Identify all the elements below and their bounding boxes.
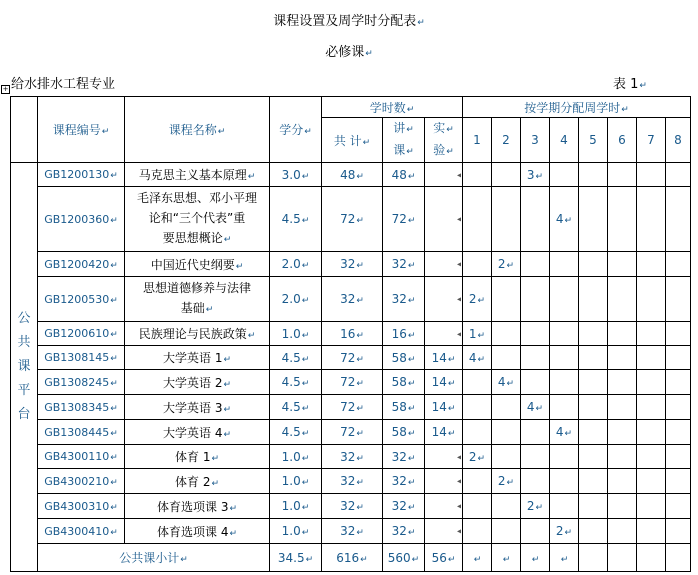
header-hours-total: 共 计↵ xyxy=(322,118,383,163)
semester-cell: 2↵ xyxy=(550,519,579,544)
course-lecture: 32↵ xyxy=(383,445,425,469)
header-blank xyxy=(11,97,38,163)
semester-cell xyxy=(579,395,608,420)
semester-cell xyxy=(666,370,691,395)
table-row xyxy=(11,187,691,252)
course-credits: 1.0↵ xyxy=(270,445,322,469)
course-lab: 14↵ xyxy=(425,420,463,445)
semester-cell xyxy=(521,277,550,322)
course-credits: 4.5↵ xyxy=(270,187,322,252)
semester-cell xyxy=(463,494,492,519)
section-char: 公 xyxy=(17,311,31,326)
course-lecture: 32↵ xyxy=(383,277,425,322)
semester-cell xyxy=(579,163,608,187)
course-code: GB4300410↵ xyxy=(38,519,125,544)
course-credits: 4.5↵ xyxy=(270,420,322,445)
header-course-name: 课程名称↵ xyxy=(125,97,270,163)
subtotal-row xyxy=(11,544,691,572)
semester-cell xyxy=(492,494,521,519)
course-lab: ◂ xyxy=(425,163,463,187)
course-total: 72↵ xyxy=(322,395,383,420)
course-lab: ◂ xyxy=(425,252,463,277)
semester-cell xyxy=(608,252,637,277)
semester-cell xyxy=(579,322,608,346)
semester-cell xyxy=(463,420,492,445)
header-semester-1: 1 xyxy=(463,118,492,163)
semester-cell xyxy=(579,469,608,494)
semester-cell xyxy=(550,163,579,187)
semester-cell: 4↵ xyxy=(492,370,521,395)
semester-cell xyxy=(666,544,691,572)
header-hours-lecture: 讲↵ 课↵ xyxy=(383,118,425,163)
course-table xyxy=(10,96,691,572)
semester-cell xyxy=(463,519,492,544)
course-name: 中国近代史纲要↵ xyxy=(125,252,270,277)
subtotal-lab: 56↵ xyxy=(425,544,463,572)
header-course-code: 课程编号↵ xyxy=(38,97,125,163)
course-credits: 1.0↵ xyxy=(270,469,322,494)
course-code: GB1308145↵ xyxy=(38,346,125,370)
section-char: 平 xyxy=(17,383,31,398)
semester-cell xyxy=(463,370,492,395)
semester-cell xyxy=(463,252,492,277)
table-row xyxy=(11,519,691,544)
semester-cell xyxy=(637,277,666,322)
course-lab: ◂ xyxy=(425,519,463,544)
course-name: 大学英语 1↵ xyxy=(125,346,270,370)
semester-cell: ↵ xyxy=(521,544,550,572)
semester-cell xyxy=(521,346,550,370)
semester-cell xyxy=(521,370,550,395)
table-row xyxy=(11,322,691,346)
course-code: GB4300110↵ xyxy=(38,445,125,469)
semester-cell xyxy=(492,346,521,370)
course-name: 毛泽东思想、邓小平理 论和“三个代表”重 要思想概论↵ xyxy=(125,187,270,252)
course-code: GB4300210↵ xyxy=(38,469,125,494)
semester-cell xyxy=(637,346,666,370)
course-credits: 1.0↵ xyxy=(270,519,322,544)
course-lecture: 32↵ xyxy=(383,519,425,544)
course-code: GB4300310↵ xyxy=(38,494,125,519)
semester-cell xyxy=(521,187,550,252)
semester-cell xyxy=(637,544,666,572)
course-name: 大学英语 3↵ xyxy=(125,395,270,420)
semester-cell xyxy=(579,370,608,395)
subtotal-total: 616↵ xyxy=(322,544,383,572)
course-lecture: 58↵ xyxy=(383,395,425,420)
course-code: GB1200360↵ xyxy=(38,187,125,252)
semester-cell xyxy=(579,445,608,469)
course-lecture: 58↵ xyxy=(383,420,425,445)
course-total: 72↵ xyxy=(322,187,383,252)
course-credits: 1.0↵ xyxy=(270,322,322,346)
semester-cell xyxy=(608,346,637,370)
course-total: 48↵ xyxy=(322,163,383,187)
semester-cell xyxy=(666,494,691,519)
header-semester-2: 2 xyxy=(492,118,521,163)
semester-cell: ↵ xyxy=(463,544,492,572)
semester-cell xyxy=(492,187,521,252)
semester-cell xyxy=(608,494,637,519)
semester-cell xyxy=(608,420,637,445)
course-code: GB1200420↵ xyxy=(38,252,125,277)
course-total: 32↵ xyxy=(322,519,383,544)
course-code: GB1308245↵ xyxy=(38,370,125,395)
semester-cell xyxy=(521,445,550,469)
semester-cell xyxy=(579,187,608,252)
course-lab: 14↵ xyxy=(425,346,463,370)
course-total: 32↵ xyxy=(322,445,383,469)
semester-cell xyxy=(463,163,492,187)
semester-cell: ↵ xyxy=(492,544,521,572)
course-total: 72↵ xyxy=(322,370,383,395)
course-total: 72↵ xyxy=(322,346,383,370)
course-lecture: 32↵ xyxy=(383,469,425,494)
semester-cell xyxy=(608,187,637,252)
semester-cell: 2↵ xyxy=(463,277,492,322)
semester-cell xyxy=(579,494,608,519)
semester-cell xyxy=(637,519,666,544)
semester-cell xyxy=(666,163,691,187)
semester-cell: 2↵ xyxy=(463,445,492,469)
semester-cell xyxy=(579,277,608,322)
semester-cell xyxy=(637,187,666,252)
course-lab: ◂ xyxy=(425,322,463,346)
semester-cell xyxy=(666,322,691,346)
table-row xyxy=(11,163,691,187)
semester-cell xyxy=(637,445,666,469)
course-credits: 4.5↵ xyxy=(270,370,322,395)
subtotal-label: 公共课小计↵ xyxy=(38,544,270,572)
course-lecture: 72↵ xyxy=(383,187,425,252)
header-hours: 学时数↵ xyxy=(322,97,463,118)
course-name: 民族理论与民族政策↵ xyxy=(125,322,270,346)
semester-cell xyxy=(492,395,521,420)
course-credits: 4.5↵ xyxy=(270,346,322,370)
course-name: 体育 1↵ xyxy=(125,445,270,469)
semester-cell: 3↵ xyxy=(521,163,550,187)
course-lecture: 16↵ xyxy=(383,322,425,346)
course-total: 32↵ xyxy=(322,252,383,277)
major-name: 给水排水工程专业 xyxy=(11,77,116,92)
semester-cell: 2↵ xyxy=(492,252,521,277)
header-semester-7: 7 xyxy=(637,118,666,163)
section-char: 台 xyxy=(17,407,31,422)
semester-cell xyxy=(550,445,579,469)
course-lecture: 48↵ xyxy=(383,163,425,187)
table-row xyxy=(11,346,691,370)
semester-cell xyxy=(608,544,637,572)
course-code: GB1308345↵ xyxy=(38,395,125,420)
semester-cell xyxy=(550,346,579,370)
course-name: 大学英语 4↵ xyxy=(125,420,270,445)
course-lab: ◂ xyxy=(425,277,463,322)
course-name: 体育选项课 3↵ xyxy=(125,494,270,519)
semester-cell xyxy=(666,420,691,445)
header-semester-6: 6 xyxy=(608,118,637,163)
course-name: 体育选项课 4↵ xyxy=(125,519,270,544)
subtotal-credits: 34.5↵ xyxy=(270,544,322,572)
course-credits: 3.0↵ xyxy=(270,163,322,187)
course-lecture: 58↵ xyxy=(383,370,425,395)
semester-cell: 1↵ xyxy=(463,322,492,346)
semester-cell xyxy=(608,519,637,544)
header-hours-lab: 实↵ 验↵ xyxy=(425,118,463,163)
course-name: 思想道德修养与法律 基础↵ xyxy=(125,277,270,322)
course-lecture: 32↵ xyxy=(383,252,425,277)
semester-cell xyxy=(666,469,691,494)
header-semester-8: 8 xyxy=(666,118,691,163)
semester-cell xyxy=(637,420,666,445)
semester-cell xyxy=(521,252,550,277)
course-code: GB1308445↵ xyxy=(38,420,125,445)
header-semesters: 按学期分配周学时↵ xyxy=(463,97,691,118)
semester-cell: 2↵ xyxy=(492,469,521,494)
semester-cell: 4↵ xyxy=(463,346,492,370)
semester-cell xyxy=(608,469,637,494)
semester-cell xyxy=(579,252,608,277)
course-lab: ◂ xyxy=(425,187,463,252)
table-row xyxy=(11,252,691,277)
semester-cell xyxy=(608,445,637,469)
semester-cell xyxy=(666,519,691,544)
table-row xyxy=(11,469,691,494)
semester-cell xyxy=(637,252,666,277)
semester-cell xyxy=(550,252,579,277)
semester-cell xyxy=(666,252,691,277)
semester-cell xyxy=(608,370,637,395)
course-lecture: 32↵ xyxy=(383,494,425,519)
semester-cell xyxy=(521,519,550,544)
course-lab: 14↵ xyxy=(425,370,463,395)
semester-cell xyxy=(492,519,521,544)
semester-cell xyxy=(463,395,492,420)
table-number-label: 表 1↵ xyxy=(613,77,647,92)
header-semester-4: 4 xyxy=(550,118,579,163)
semester-cell xyxy=(637,494,666,519)
section-char: 课 xyxy=(17,359,31,374)
course-lab: 14↵ xyxy=(425,395,463,420)
semester-cell: 4↵ xyxy=(521,395,550,420)
course-lab: ◂ xyxy=(425,469,463,494)
semester-cell xyxy=(608,395,637,420)
semester-cell xyxy=(666,277,691,322)
header-credits: 学分↵ xyxy=(270,97,322,163)
semester-cell xyxy=(521,469,550,494)
section-label-public-platform xyxy=(11,163,38,572)
course-total: 32↵ xyxy=(322,494,383,519)
course-lab: ◂ xyxy=(425,445,463,469)
semester-cell xyxy=(463,469,492,494)
table-row xyxy=(11,395,691,420)
semester-cell xyxy=(492,322,521,346)
semester-cell xyxy=(550,395,579,420)
section-char: 共 xyxy=(17,335,31,350)
semester-cell xyxy=(492,277,521,322)
course-name: 体育 2↵ xyxy=(125,469,270,494)
table-row xyxy=(11,445,691,469)
semester-cell: 2↵ xyxy=(521,494,550,519)
subtotal-lecture: 560↵ xyxy=(383,544,425,572)
course-code: GB1200130↵ xyxy=(38,163,125,187)
course-code: GB1200610↵ xyxy=(38,322,125,346)
semester-cell xyxy=(579,544,608,572)
semester-cell xyxy=(608,277,637,322)
course-name: 大学英语 2↵ xyxy=(125,370,270,395)
course-credits: 4.5↵ xyxy=(270,395,322,420)
semester-cell xyxy=(550,494,579,519)
table-row xyxy=(11,277,691,322)
semester-cell: 4↵ xyxy=(550,420,579,445)
semester-cell xyxy=(463,187,492,252)
course-total: 16↵ xyxy=(322,322,383,346)
course-credits: 1.0↵ xyxy=(270,494,322,519)
semester-cell xyxy=(637,370,666,395)
course-total: 32↵ xyxy=(322,469,383,494)
semester-cell xyxy=(550,322,579,346)
course-name: 马克思主义基本原理↵ xyxy=(125,163,270,187)
semester-cell xyxy=(492,420,521,445)
header-semester-3: 3 xyxy=(521,118,550,163)
table-row xyxy=(11,370,691,395)
semester-cell xyxy=(579,346,608,370)
semester-cell xyxy=(608,322,637,346)
semester-cell xyxy=(550,370,579,395)
document-subtitle: 必修课↵ xyxy=(325,45,373,60)
semester-cell xyxy=(666,395,691,420)
semester-cell xyxy=(579,420,608,445)
semester-cell xyxy=(521,420,550,445)
semester-cell xyxy=(492,163,521,187)
semester-cell: 4↵ xyxy=(550,187,579,252)
course-credits: 2.0↵ xyxy=(270,252,322,277)
semester-cell xyxy=(637,322,666,346)
semester-cell xyxy=(550,469,579,494)
table-move-handle-icon[interactable]: + xyxy=(2,85,9,93)
course-lecture: 58↵ xyxy=(383,346,425,370)
semester-cell xyxy=(637,395,666,420)
table-row xyxy=(11,420,691,445)
semester-cell xyxy=(666,187,691,252)
table-row xyxy=(11,494,691,519)
course-total: 72↵ xyxy=(322,420,383,445)
course-code: GB1200530↵ xyxy=(38,277,125,322)
document-title: 课程设置及周学时分配表↵ xyxy=(273,14,425,29)
semester-cell xyxy=(666,346,691,370)
semester-cell xyxy=(521,322,550,346)
course-total: 32↵ xyxy=(322,277,383,322)
course-credits: 2.0↵ xyxy=(270,277,322,322)
semester-cell xyxy=(637,469,666,494)
semester-cell xyxy=(637,163,666,187)
semester-cell xyxy=(550,277,579,322)
semester-cell: ↵ xyxy=(550,544,579,572)
header-semester-5: 5 xyxy=(579,118,608,163)
course-lab: ◂ xyxy=(425,494,463,519)
semester-cell xyxy=(608,163,637,187)
semester-cell xyxy=(579,519,608,544)
semester-cell xyxy=(492,445,521,469)
semester-cell xyxy=(666,445,691,469)
